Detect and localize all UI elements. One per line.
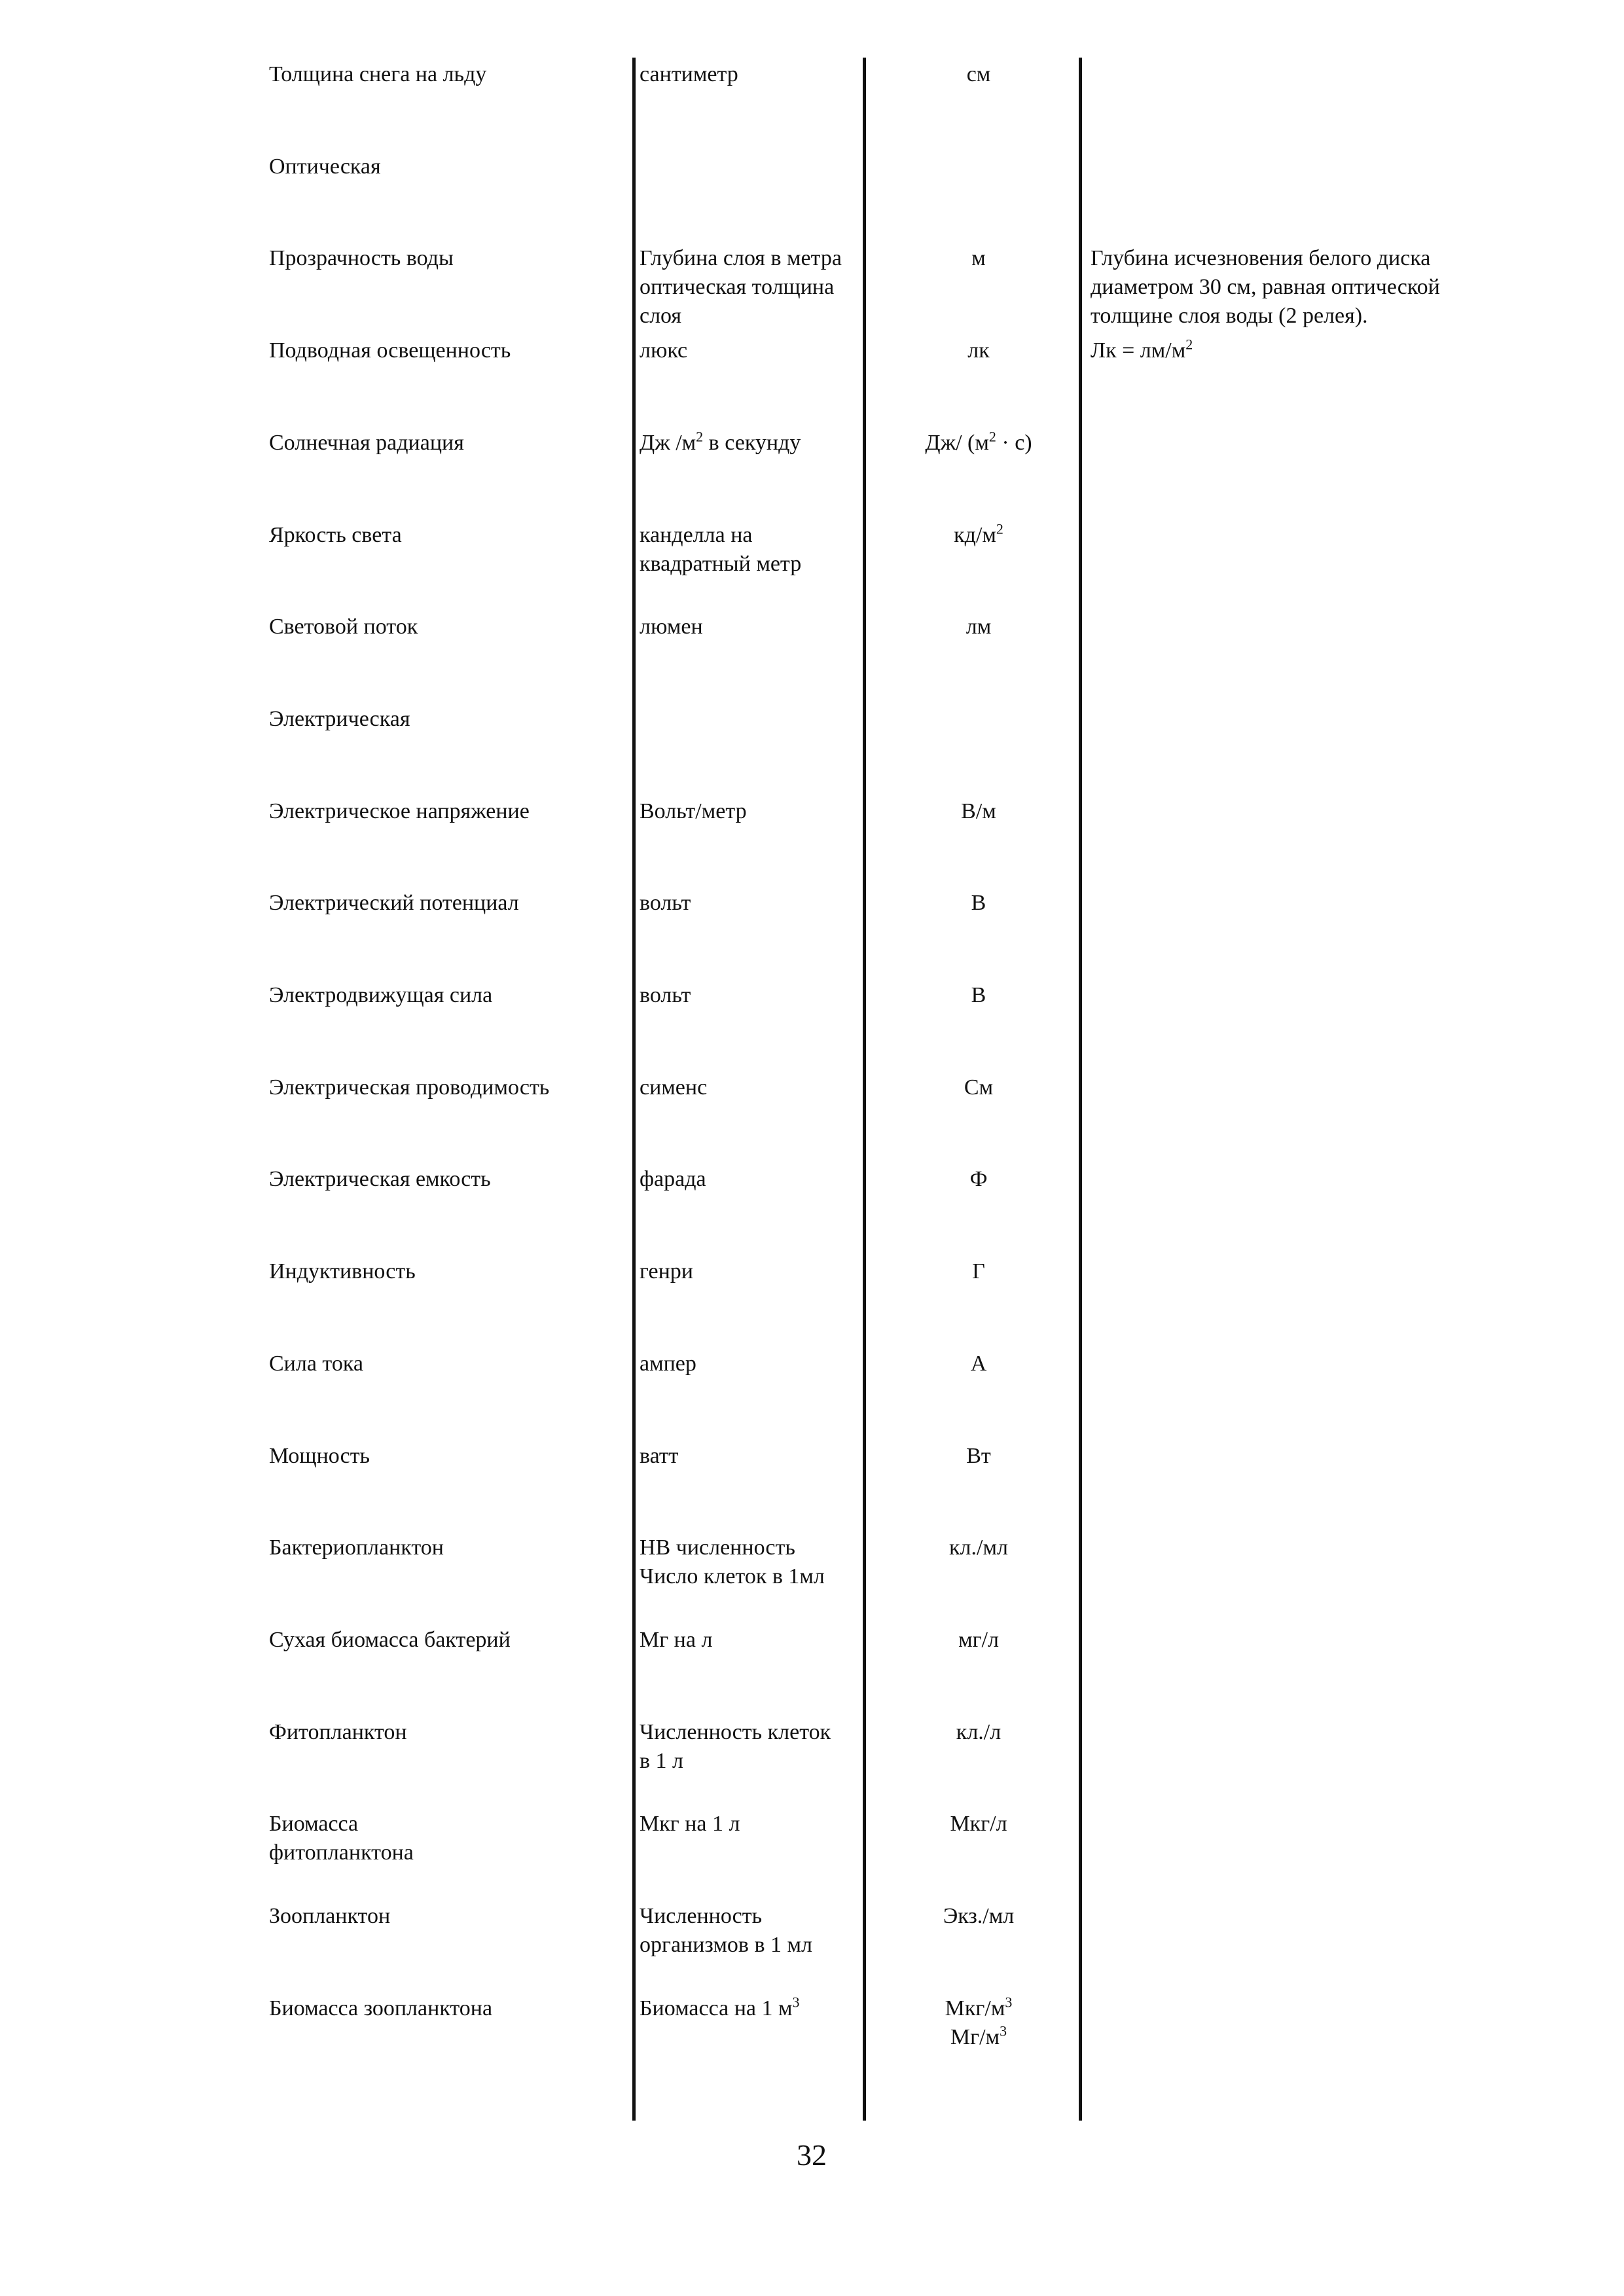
cell-parameter: Сила тока xyxy=(269,1352,363,1376)
cell-note: Глубина исчезновения белого диска диаметром 30 см, равная оптической толщине слоя воды (2 релея). xyxy=(1091,246,1440,328)
table-row xyxy=(0,613,1624,705)
table-row xyxy=(0,1257,1624,1350)
table-row xyxy=(0,152,1624,245)
cell-parameter: Фитопланктон xyxy=(269,1720,407,1744)
cell-unit-name: вольт xyxy=(640,983,691,1007)
cell-symbol: См xyxy=(964,1075,994,1100)
cell-symbol: лм xyxy=(965,615,992,639)
table-row xyxy=(0,1994,1624,2087)
cell-unit-name: Мг на л xyxy=(640,1628,713,1652)
cell-parameter: Подводная освещенность xyxy=(269,338,511,363)
table-row xyxy=(0,1442,1624,1534)
cell-unit-name: Дж $/м^2$ в секунду xyxy=(640,428,801,455)
cell-unit-name: НВ численность Число клеток в 1мл xyxy=(640,1535,825,1588)
table-row xyxy=(0,981,1624,1073)
cell-parameter: Электрическая xyxy=(269,707,410,731)
cell-unit-name: генри xyxy=(640,1259,693,1283)
table-row xyxy=(0,429,1624,521)
table-row xyxy=(0,60,1624,152)
cell-parameter: Электродвижущая сила xyxy=(269,983,493,1007)
cell-note: Лк = $лм/м^2$ xyxy=(1091,336,1193,363)
cell-parameter: Сухая биомасса бактерий xyxy=(269,1628,511,1652)
cell-symbol: Г xyxy=(972,1259,985,1283)
cell-symbol: Ф xyxy=(969,1167,988,1191)
table-row xyxy=(0,1073,1624,1166)
cell-symbol: Вт xyxy=(966,1444,991,1468)
cell-parameter: Электрическая проводимость xyxy=(269,1075,550,1100)
cell-parameter: Биомасса фитопланктона xyxy=(269,1812,414,1865)
cell-unit-name: канделла на квадратный метр xyxy=(640,523,802,576)
table-row xyxy=(0,1165,1624,1257)
table-row xyxy=(0,797,1624,889)
table-row xyxy=(0,1718,1624,1810)
cell-unit-name: фарада xyxy=(640,1167,706,1191)
cell-symbol: лк xyxy=(967,338,990,363)
page-number: 32 xyxy=(797,2138,827,2172)
cell-unit-name: Глубина слоя в метра оптическая толщина слоя xyxy=(640,246,842,328)
cell-parameter: Световой поток xyxy=(269,615,418,639)
cell-symbol: кл./л xyxy=(956,1720,1001,1744)
cell-symbol: В xyxy=(971,891,986,915)
cell-unit-name: Численность организмов в 1 мл xyxy=(640,1904,812,1957)
cell-symbol: м xyxy=(971,246,986,270)
cell-unit-name: ватт xyxy=(640,1444,679,1468)
cell-symbol: кл./мл xyxy=(949,1535,1008,1560)
cell-parameter: Зоопланктон xyxy=(269,1904,391,1928)
cell-parameter: Солнечная радиация xyxy=(269,431,464,455)
cell-symbol: Мкг/л xyxy=(950,1812,1007,1836)
cell-unit-name: Вольт/метр xyxy=(640,799,747,823)
cell-parameter: Прозрачность воды xyxy=(269,246,454,270)
cell-unit-name: сантиметр xyxy=(640,62,738,86)
cell-symbol: В xyxy=(971,983,986,1007)
cell-symbol: В/м xyxy=(961,799,996,823)
table-row xyxy=(0,1810,1624,1902)
cell-symbol: мг/л xyxy=(958,1628,999,1652)
cell-symbol: А xyxy=(970,1352,987,1376)
cell-parameter: Биомасса зоопланктона xyxy=(269,1996,493,2020)
cell-symbol: $кд/м^2$ xyxy=(954,520,1003,547)
cell-unit-name: сименс xyxy=(640,1075,708,1100)
table-row xyxy=(0,1902,1624,1994)
cell-parameter: Индуктивность xyxy=(269,1259,416,1283)
table-row xyxy=(0,1626,1624,1718)
table-row xyxy=(0,705,1624,797)
table-row xyxy=(0,1534,1624,1626)
cell-unit-name: люмен xyxy=(640,615,703,639)
cell-parameter: Электрическая емкость xyxy=(269,1167,491,1191)
table-row xyxy=(0,1350,1624,1442)
cell-parameter: Оптическая xyxy=(269,154,381,179)
cell-unit-name: Биомасса на 1 $м^3$ xyxy=(640,1994,800,2020)
cell-unit-name: ампер xyxy=(640,1352,696,1376)
table-row xyxy=(0,521,1624,613)
table-row xyxy=(0,244,1624,336)
cell-symbol: Экз./мл xyxy=(943,1904,1015,1928)
cell-unit-name: Численность клеток в 1 л xyxy=(640,1720,831,1773)
cell-symbol: Дж/ $(м^2 \cdot с)$ xyxy=(925,428,1032,455)
cell-unit-name: люкс xyxy=(640,338,688,363)
cell-parameter: Яркость света xyxy=(269,523,402,547)
table-row xyxy=(0,336,1624,429)
cell-parameter: Бактериопланктон xyxy=(269,1535,444,1560)
table-row xyxy=(0,889,1624,981)
cell-parameter: Толщина снега на льду xyxy=(269,62,487,86)
cell-symbol: Мкг/$м^3$ $Мг/м^3$ xyxy=(945,1994,1013,2049)
cell-unit-name: вольт xyxy=(640,891,691,915)
cell-symbol: см xyxy=(966,62,991,86)
cell-parameter: Мощность xyxy=(269,1444,370,1468)
cell-parameter: Электрический потенциал xyxy=(269,891,519,915)
cell-unit-name: Мкг на 1 л xyxy=(640,1812,740,1836)
cell-parameter: Электрическое напряжение xyxy=(269,799,530,823)
